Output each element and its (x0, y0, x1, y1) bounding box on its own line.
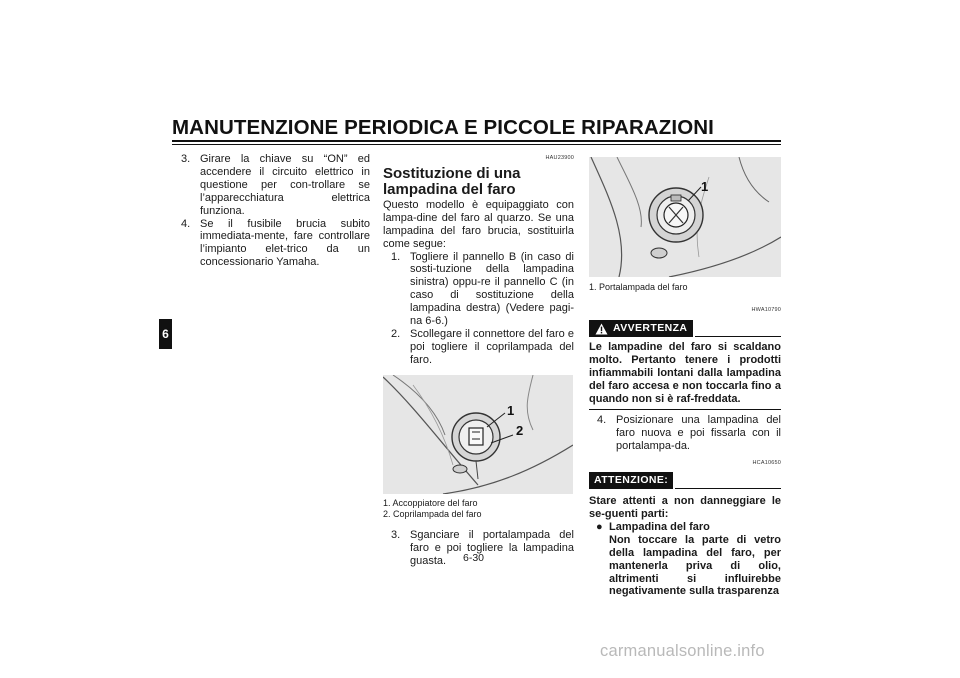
figure-callout-1: 1 (701, 179, 709, 194)
caution-bullet (589, 521, 781, 598)
list-item: 3. Girare la chiave su “ON” ed accendere il circuito elettrico in questione per con-trollare se l’apparecchiatura elettrica funziona. (181, 153, 370, 217)
step-item: 1. Togliere il pannello B (in caso di sosti-tuzione della lampadina sinistra) oppu-re il pannello C (in caso di sostituzione della lampadina destra) (Vedere pagi-na 6-6.) (391, 250, 574, 328)
warning-rule (695, 336, 781, 338)
step-item: 3. Sganciare il portalampada del faro e poi togliere la lampadina guasta. (391, 528, 574, 567)
column-right (589, 157, 781, 598)
step-text: Sganciare il portalampada del faro e poi togliere la lampadina guasta. (410, 528, 574, 567)
chapter-tab: 6 (159, 319, 172, 349)
bullet-text: Non toccare la parte di vetro della lampadina del faro, per mantenerla priva di olio, altrimenti si influirebbe negativamente sulla trasparenza (609, 533, 781, 598)
figure-caption: 1. Accoppiatore del faro (383, 497, 478, 508)
header-rule (172, 140, 781, 142)
steps-list-continued (589, 414, 781, 453)
column-left (181, 153, 370, 269)
bullet-icon: ● (596, 520, 603, 533)
caution-label: ATTENZIONE: (589, 472, 673, 489)
bulb-holder-figure (589, 157, 781, 277)
step-item: 4. Posizionare una lampadina del faro nuova e poi fissarla con il portalampa-da. (597, 414, 781, 453)
column-middle (383, 152, 574, 567)
caution-header (589, 472, 781, 490)
figure-caption: 2. Coprilampada del faro (383, 509, 482, 520)
step-text: Posizionare una lampadina del faro nuova e poi fissarla con il portalampa-da. (616, 414, 781, 453)
warning-code: HWA10790 (751, 306, 781, 313)
header-rule-thin (172, 144, 781, 145)
warning-end-rule (589, 409, 781, 411)
figure-callout-1: 1 (507, 402, 515, 418)
section-intro: Questo modello è equipaggiato con lampa-dine del faro al quarzo. Se una lampadina del faro brucia, sostituirla come segue: (383, 198, 574, 250)
step-item: 2. Scollegare il connettore del faro e poi togliere il coprilampada del faro. (391, 327, 574, 366)
figure-caption: 1. Portalampada del faro (589, 282, 688, 292)
section-title: Sostituzione di una lampadina del faro (383, 164, 521, 198)
bullet-title: Lampadina del faro (609, 520, 710, 533)
page-header-title: MANUTENZIONE PERIODICA E PICCOLE RIPARAZIONI (172, 116, 714, 139)
caution-intro: Stare attenti a non danneggiare le se-guenti parti: (589, 495, 781, 520)
caution-code: HCA10650 (752, 460, 781, 467)
list-item: 4. Se il fusibile brucia subito immediata-mente, fare controllare l’impianto elet-trico da un concessionario Yamaha. (181, 217, 370, 269)
list-item-text: Girare la chiave su “ON” ed accendere il circuito elettrico in questione per con-trollare se l’apparecchiatura elettrica funziona. (200, 153, 370, 217)
page-number: 6-30 (463, 552, 485, 564)
headlight-coupler-figure (383, 375, 573, 494)
bulb-holder-illustration (589, 157, 781, 277)
section-code: HAU23900 (545, 155, 574, 161)
watermark-text: carmanualsonline.info (600, 642, 765, 660)
figure-callout-2: 2 (516, 422, 524, 438)
steps-list (383, 251, 574, 367)
warning-header (589, 320, 781, 338)
figure-captions (383, 498, 574, 521)
warning-triangle-icon (595, 323, 608, 335)
step-text: Scollegare il connettore del faro e poi togliere il coprilampada del faro. (410, 327, 574, 366)
warning-label: AVVERTENZA (589, 320, 693, 337)
caution-rule (675, 488, 781, 490)
step-text: Togliere il pannello B (in caso di sosti-tuzione della lampadina sinistra) oppu-re il pannello C (in caso di sostituzione della lampadina destra) (Vedere pagi-na 6-6.) (410, 250, 574, 328)
headlight-illustration (383, 375, 573, 494)
list-item-text: Se il fusibile brucia subito immediata-mente, fare controllare l’impianto elet-trico da un concessionario Yamaha. (200, 217, 370, 269)
warning-text: Le lampadine del faro si scaldano molto. Pertanto tenere i prodotti infiammabili lontani dalla lampadina del faro accesa e non toccarla fino a quando non si è raf-freddata. (589, 341, 781, 406)
